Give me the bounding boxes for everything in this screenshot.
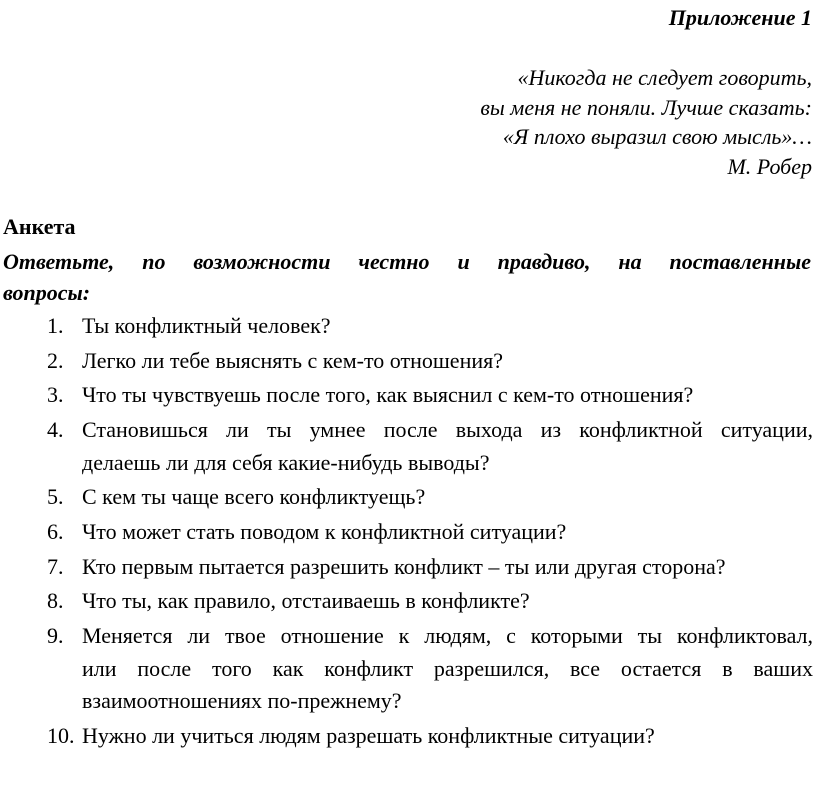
question-text-line: Меняется ли твое отношение к людям, с которыми ты конфликтовал, — [82, 623, 813, 648]
question-text: С кем ты чаще всего конфликтуещь? — [82, 484, 426, 510]
appendix-label: Приложение 1 — [668, 5, 812, 30]
question-number: 5. — [47, 484, 64, 510]
question-text — [82, 620, 813, 718]
survey-title: Анкета — [3, 214, 76, 239]
question-number: 6. — [47, 518, 64, 544]
question-text: Ты конфликтный человек? — [82, 313, 331, 338]
instruction-line: Ответьте, по возможности честно и правдиво, на поставленные — [3, 249, 811, 274]
question-item — [3, 310, 813, 343]
epigraph-line: вы меня не поняли. Лучше сказать: — [480, 94, 812, 120]
question-text: Нужно ли учиться людям разрешать конфликтные ситуации? — [82, 722, 655, 748]
instruction-line: вопросы: — [3, 280, 91, 305]
question-number: 3. — [47, 382, 64, 408]
question-number: 8. — [47, 588, 64, 614]
epigraph-line: «Я плохо выразил свою мысль»… — [502, 124, 812, 149]
question-item — [3, 620, 813, 718]
question-item — [3, 414, 813, 479]
question-text-line: Становишься ли ты умнее после выхода из конфликтной ситуации, — [82, 417, 813, 443]
question-item — [3, 481, 813, 514]
question-item — [3, 551, 813, 584]
question-number: 1. — [47, 313, 64, 338]
question-text — [82, 414, 813, 479]
question-item — [3, 516, 813, 549]
survey-instruction — [3, 246, 811, 308]
question-text: Что ты чувствуешь после того, как выяснил с кем-то отношения? — [82, 382, 694, 408]
question-text: Что ты, как правило, отстаиваешь в конфликте? — [82, 588, 530, 614]
question-item — [3, 585, 813, 618]
epigraph-author: М. Робер — [727, 153, 812, 179]
question-number: 7. — [47, 553, 64, 579]
question-text-line: или после того как конфликт разрешился, все остается в ваших — [82, 655, 813, 681]
question-text: Легко ли тебе выяснять с кем-то отношения? — [82, 347, 503, 373]
question-number: 9. — [47, 623, 64, 648]
epigraph-line: «Никогда не следует говорить, — [517, 65, 812, 90]
question-text-line: делаешь ли для себя какие-нибудь выводы? — [82, 449, 490, 475]
question-text-line: взаимоотношениях по-прежнему? — [82, 688, 402, 713]
question-text: Кто первым пытается разрешить конфликт – ты или другая сторона? — [82, 553, 726, 579]
question-number: 10. — [47, 722, 75, 748]
question-item — [3, 379, 813, 412]
epigraph — [480, 63, 812, 181]
question-number: 4. — [47, 417, 64, 443]
question-list — [3, 310, 813, 754]
question-item — [3, 720, 813, 753]
question-number: 2. — [47, 347, 64, 373]
question-item — [3, 345, 813, 378]
question-text: Что может стать поводом к конфликтной ситуации? — [82, 518, 567, 544]
